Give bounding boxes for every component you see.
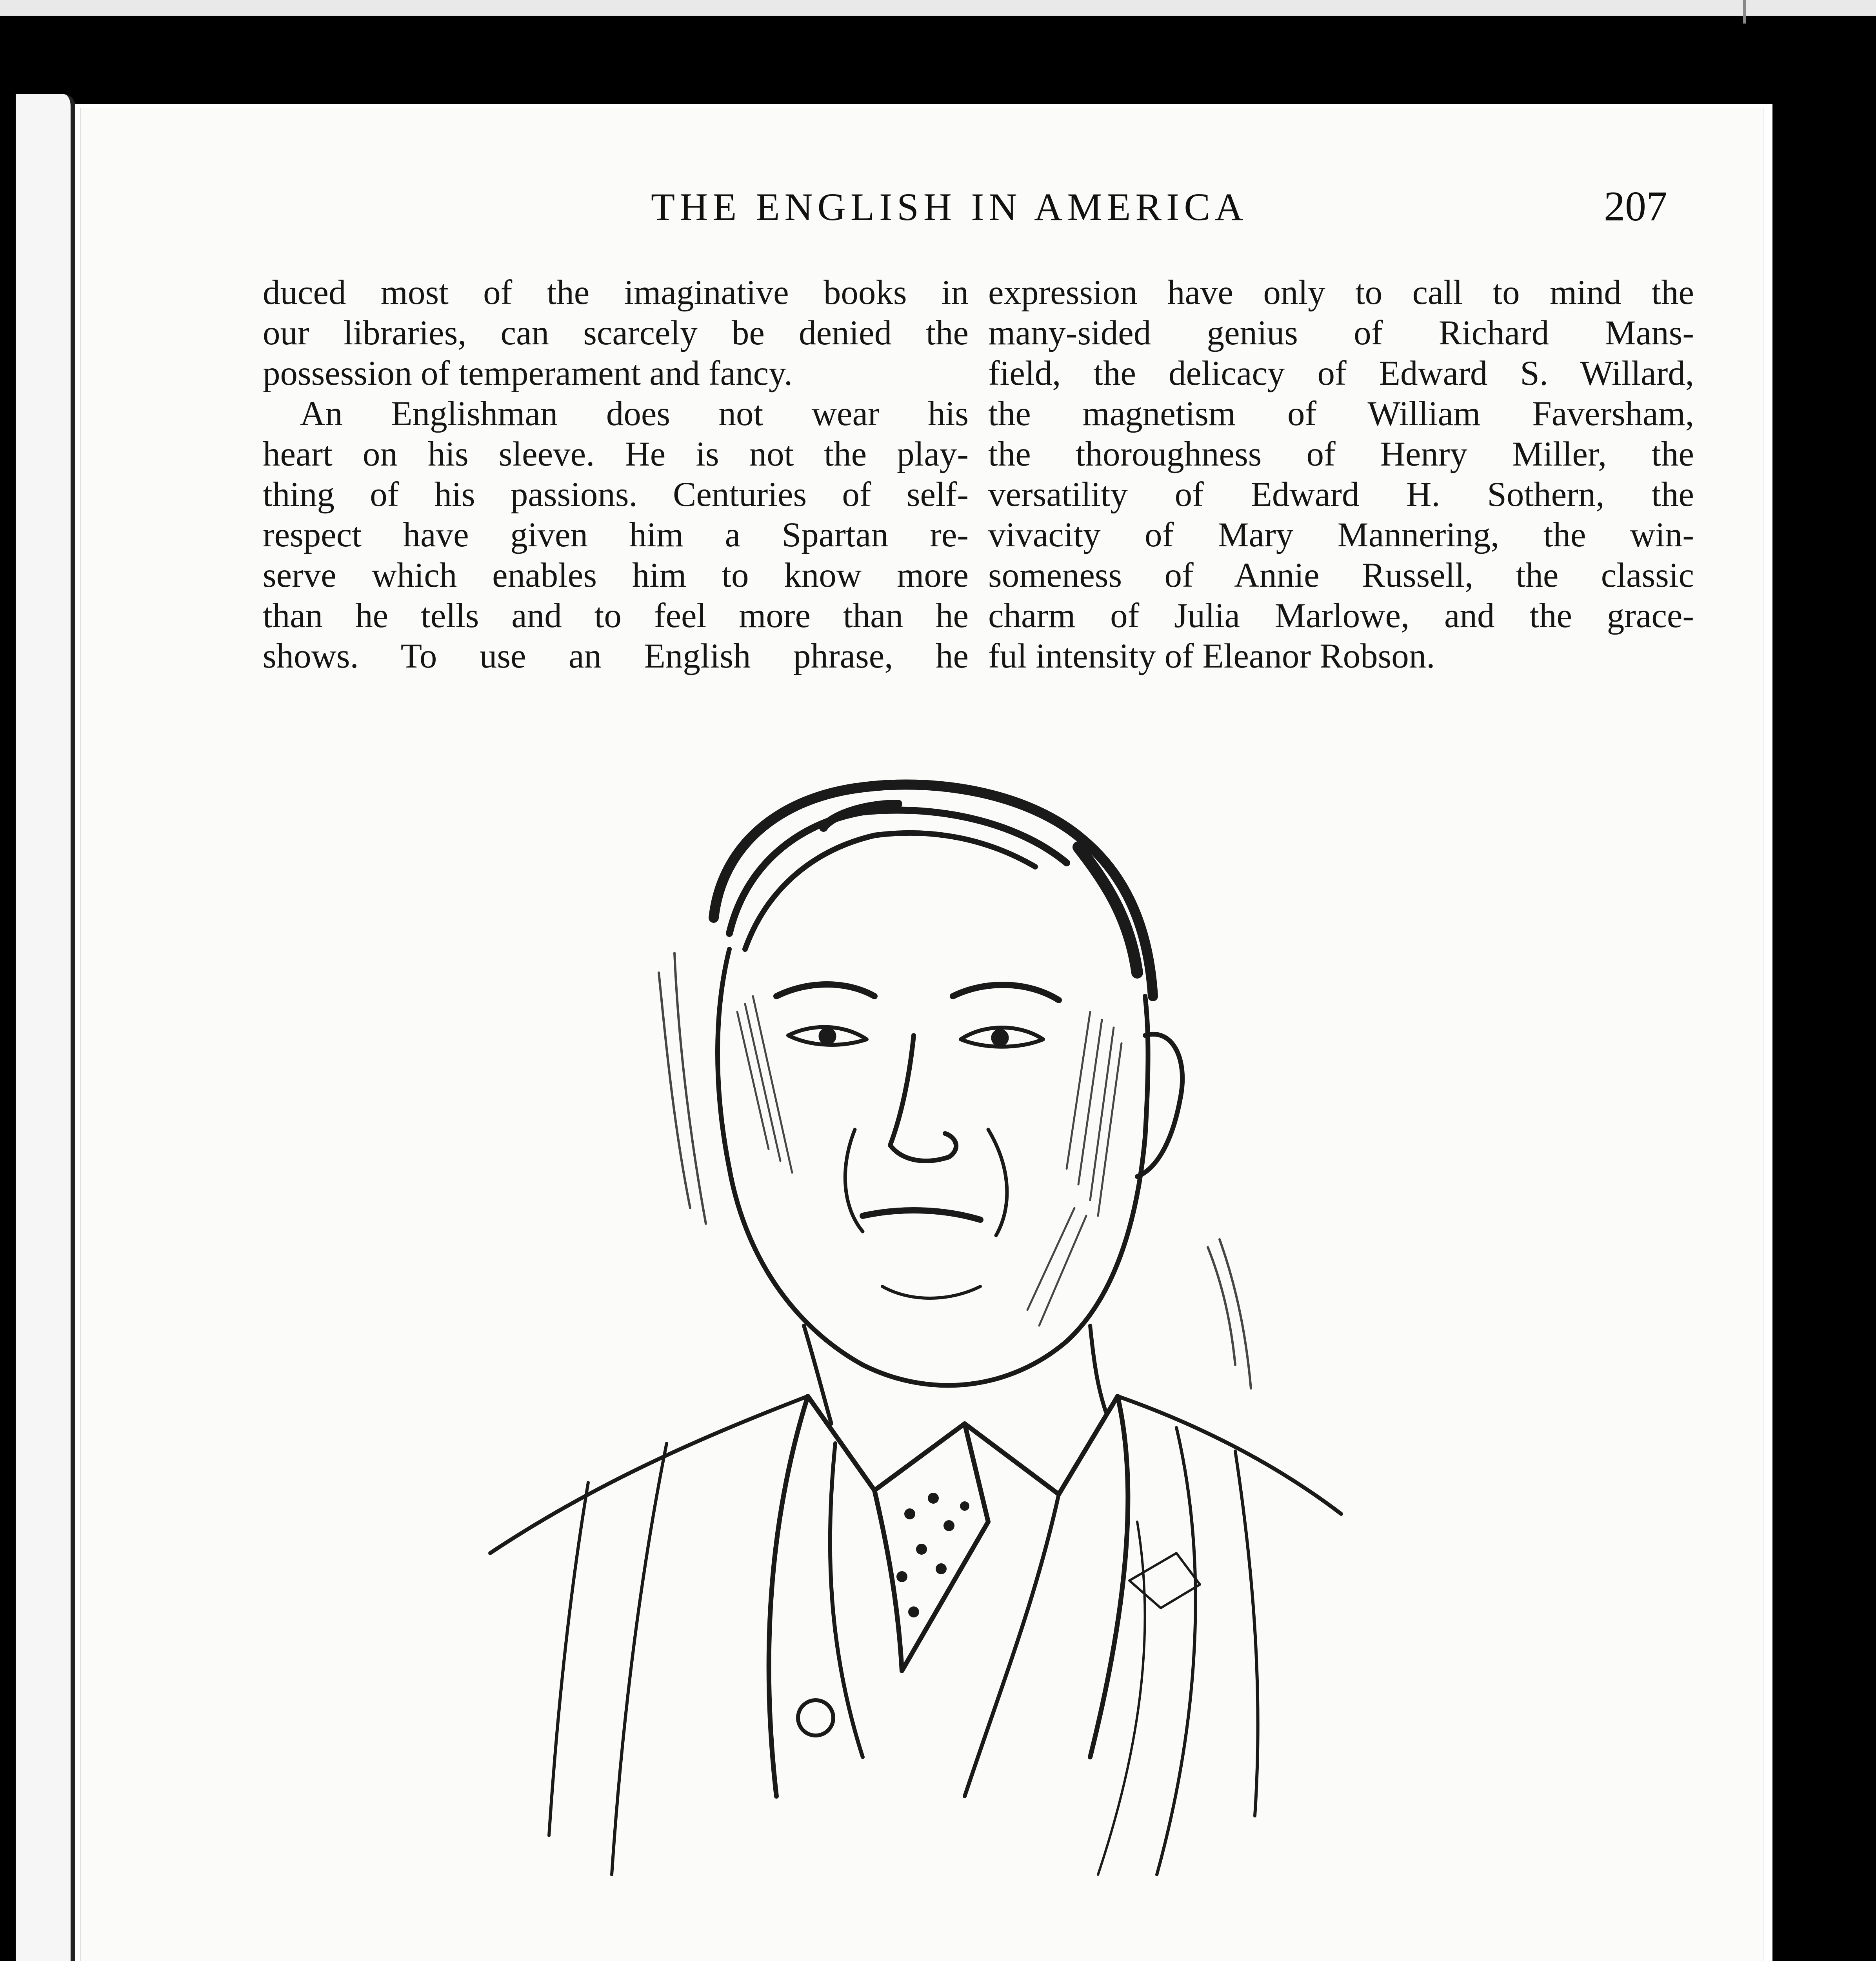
mouth <box>863 1210 980 1220</box>
text-line: respect have given him a Spartan re- <box>263 516 969 554</box>
scan-paper-edge-top <box>0 0 1876 16</box>
text-line: thing of his passions. Centuries of self- <box>263 475 969 514</box>
text-line: field, the delicacy of Edward S. Willard, <box>988 354 1694 393</box>
text-line: shows. To use an English phrase, he <box>263 637 969 675</box>
text-line: many-sided genius of Richard Mans- <box>988 314 1694 352</box>
coat-line <box>1235 1451 1258 1816</box>
text-line: charm of Julia Marlowe, and the grace- <box>988 597 1694 635</box>
scan-border-left <box>0 104 16 1961</box>
coat-lapel-left <box>769 1396 808 1796</box>
necktie <box>874 1424 988 1671</box>
scan-border-right <box>1772 104 1876 1961</box>
right-pupil <box>991 1029 1009 1046</box>
face-outline <box>718 949 1148 1385</box>
text-line: versatility of Edward H. Sothern, the <box>988 475 1694 514</box>
hair-stroke <box>729 810 1067 933</box>
top-right-column <box>988 273 1694 677</box>
coat-line <box>612 1443 667 1875</box>
left-eyebrow <box>776 984 874 996</box>
coat-lapel-left <box>830 1443 863 1757</box>
text-line: the thoroughness of Henry Miller, the <box>988 435 1694 473</box>
previous-page-edge <box>16 94 75 1961</box>
text-line: ful intensity of Eleanor Robson. <box>988 637 1435 675</box>
cheek-fold <box>988 1130 1007 1235</box>
text-line: serve which enables him to know more <box>263 556 969 595</box>
shoulder-left <box>490 1396 808 1553</box>
text-line: An Englishman does not wear his <box>300 395 969 433</box>
right-eyebrow <box>953 985 1059 1000</box>
left-pupil <box>819 1028 836 1045</box>
coat-button <box>798 1700 833 1735</box>
text-line: possession of temperament and fancy. <box>263 354 793 393</box>
text-line: the magnetism of William Faversham, <box>988 395 1694 433</box>
text-line: vivacity of Mary Mannering, the win- <box>988 516 1694 554</box>
portrait-illustration <box>392 698 1529 1961</box>
nose <box>890 1035 956 1161</box>
chin <box>882 1286 980 1298</box>
text-line: our libraries, can scarcely be denied the <box>263 314 969 352</box>
necktie-pattern <box>896 1493 969 1617</box>
top-left-column <box>263 273 969 677</box>
text-line: duced most of the imaginative books in <box>263 273 969 312</box>
coat-line <box>549 1483 588 1835</box>
artist-signature-mark <box>1129 1553 1200 1608</box>
coat-lapel-right <box>1090 1396 1128 1757</box>
text-line: someness of Annie Russell, the classic <box>988 556 1694 595</box>
running-title: THE ENGLISH IN AMERICA <box>651 185 1248 229</box>
text-line: than he tells and to feel more than he <box>263 597 969 635</box>
text-line: heart on his sleeve. He is not the play- <box>263 435 969 473</box>
collar <box>808 1396 1118 1494</box>
text-line: expression have only to call to mind the <box>988 273 1694 312</box>
page-number: 207 <box>1604 183 1667 230</box>
shoulder-right <box>1118 1396 1341 1514</box>
coat-line <box>1157 1428 1196 1875</box>
neck <box>1090 1326 1106 1412</box>
scan-paper-crease <box>1743 0 1746 24</box>
hair-stroke <box>745 833 1035 949</box>
